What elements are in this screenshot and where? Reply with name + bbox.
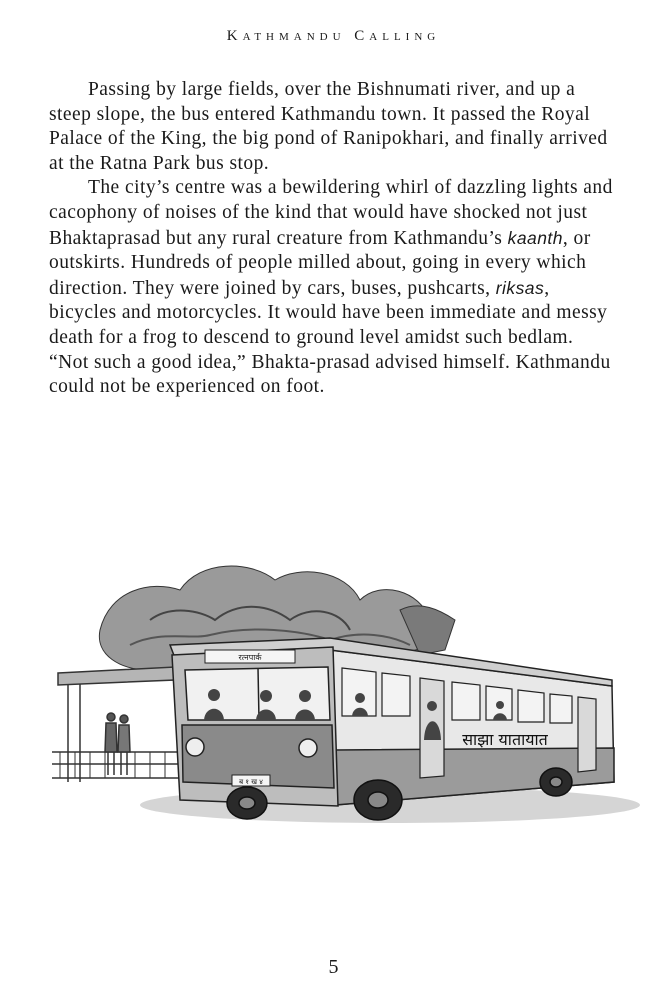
paragraph-text: , bicycles and motorcycles. It would have been immediate and messy death for a frog to descend to ground level amidst such bedlam. “Not such a good idea,” Bhakta-prasad advised himself. Kathmandu could not be experienced on foot. — [49, 277, 611, 398]
page-number: 5 — [328, 956, 339, 978]
bus-license-plate: ब १ ख ४ — [239, 778, 263, 786]
paragraph-text: The city’s centre was a bewildering whirl of dazzling lights and cacophony of noises of the kind that would have shocked not just Bhaktaprasad but any rural creature from Kathmandu’s — [49, 177, 613, 249]
running-header: Kathmandu Calling — [226, 28, 441, 44]
emphasis-term: kaanth — [507, 227, 563, 248]
bus-side-sign: साझा यातायात — [462, 730, 548, 749]
bus-destination-board: रत्नपार्क — [238, 653, 262, 662]
body-text — [49, 78, 617, 400]
bus-illustration — [0, 520, 667, 860]
paragraph-1 — [49, 78, 617, 176]
bus-shelter — [52, 667, 185, 782]
paragraph-text: Passing by large fields, over the Bishnumati river, and up a steep slope, the bus entered Kathmandu town. It passed the Royal Palace of the King, the big pond of Ranipokhari, and finally arrived at the Ratna Park bus stop. — [49, 79, 608, 174]
emphasis-term: riksas — [495, 277, 545, 298]
paragraph-text: , or outskirts. Hundreds of people milled about, going in every which direction. They were joined by cars, buses, pushcarts, — [49, 227, 591, 299]
paragraph-2 — [49, 176, 617, 399]
